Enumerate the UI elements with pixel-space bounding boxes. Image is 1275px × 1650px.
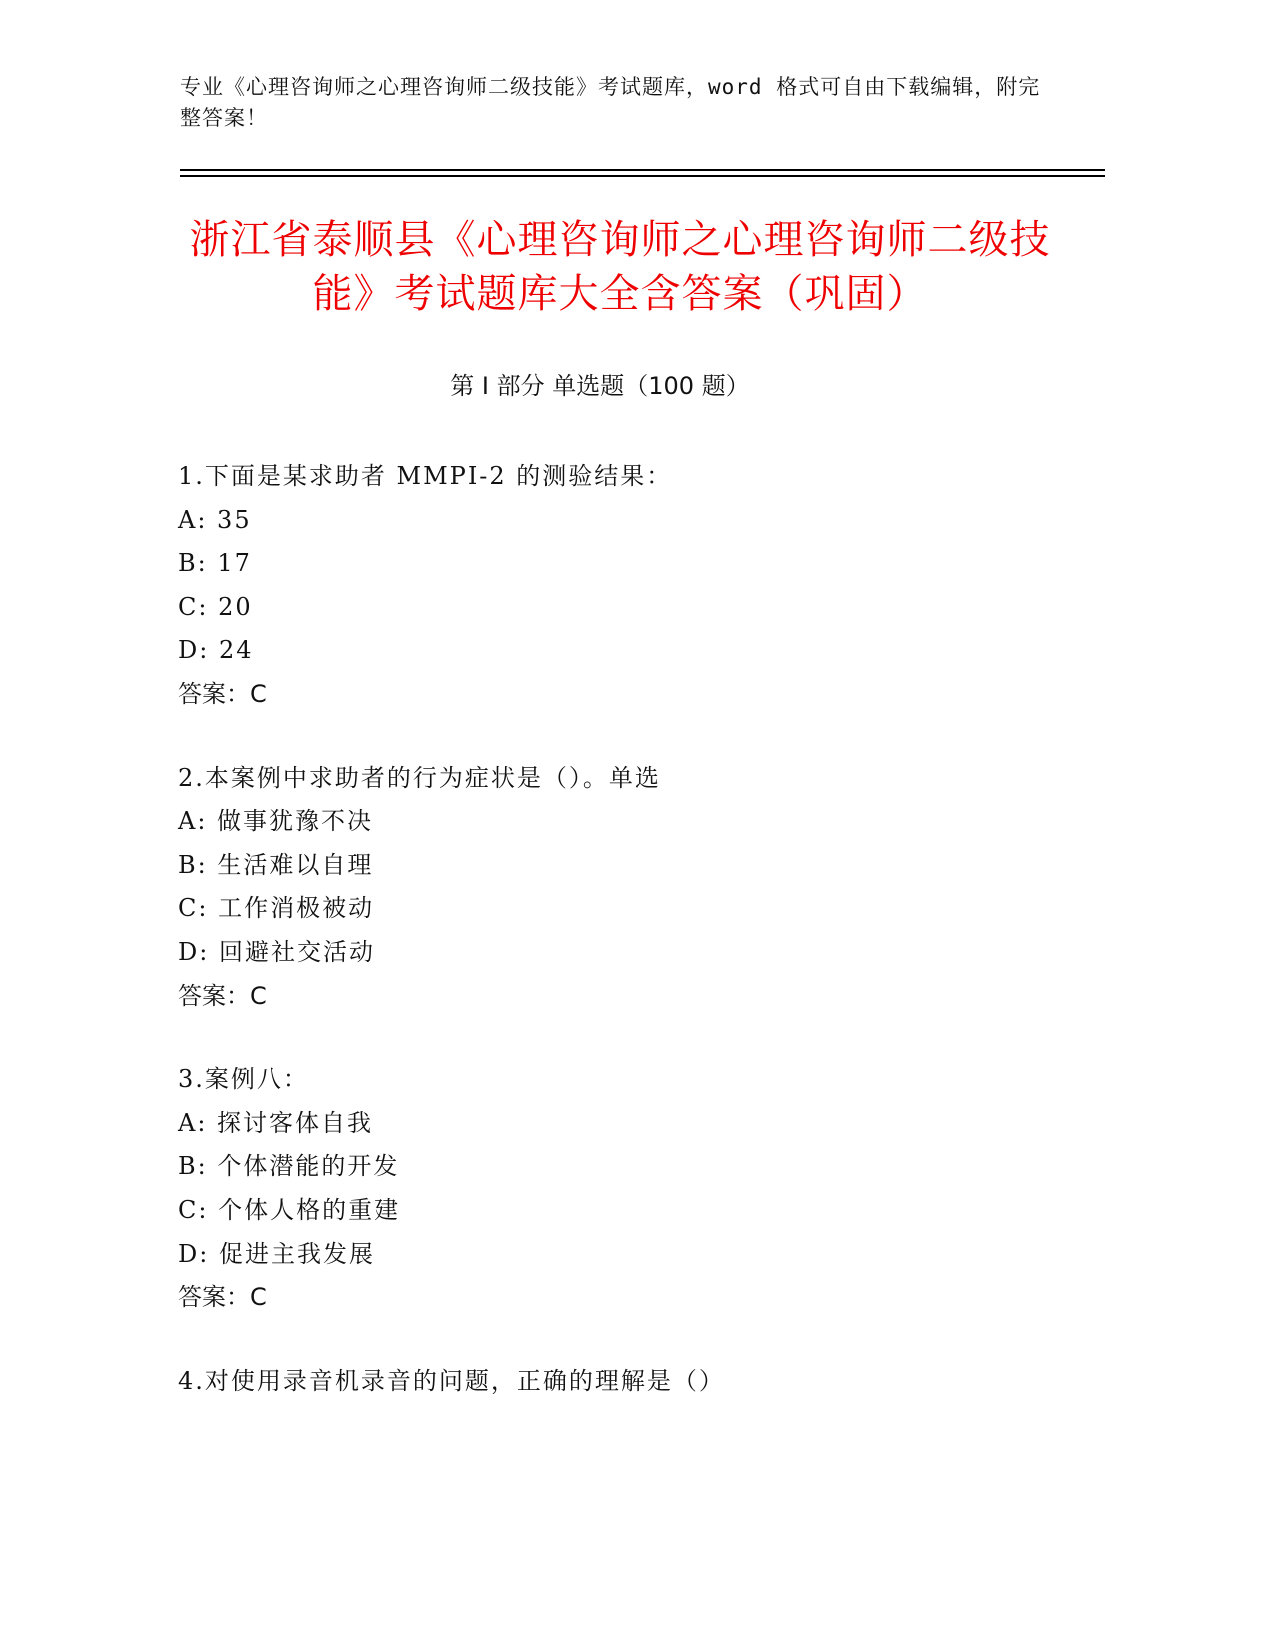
question-3 [178,1058,1118,1320]
answer-key: 答案：C [178,679,267,708]
question-4 [178,1360,1118,1404]
header-note: 专业《心理咨询师之心理咨询师二级技能》考试题库，word 格式可自由下载编辑，附完整答案！ [180,75,1041,130]
header-divider-bottom [180,175,1105,177]
option-d: D: 回避社交活动 [178,937,375,966]
option-d: D: 促进主我发展 [178,1239,375,1268]
question-2 [178,757,1118,1019]
option-b: B: 个体潜能的开发 [178,1152,400,1181]
answer-key: 答案：C [178,981,267,1010]
option-a: A: 做事犹豫不决 [178,807,374,836]
answer-key: 答案：C [178,1283,267,1312]
question-stem: 2.本案例中求助者的行为症状是（）。单选 [178,763,661,792]
option-c: C: 个体人格的重建 [178,1195,401,1224]
option-c: C: 20 [178,592,253,621]
header-divider-top [180,169,1105,171]
option-a: A: 35 [178,505,252,534]
question-stem: 4.对使用录音机录音的问题，正确的理解是（） [178,1366,725,1395]
question-stem: 1.下面是某求助者 MMPI-2 的测验结果： [178,462,673,490]
document-title: 浙江省泰顺县《心理咨询师之心理咨询师二级技能》考试题库大全含答案（巩固） [189,217,1051,317]
section-heading: 第 I 部分 单选题（100 题） [450,372,750,400]
option-a: A: 探讨客体自我 [178,1108,374,1137]
question-list [178,455,1118,1443]
question-1 [178,455,1118,717]
option-b: B: 17 [178,549,252,578]
option-c: C: 工作消极被动 [178,894,375,923]
question-stem: 3.案例八： [178,1065,309,1094]
option-b: B: 生活难以自理 [178,850,374,879]
option-d: D: 24 [178,636,254,665]
